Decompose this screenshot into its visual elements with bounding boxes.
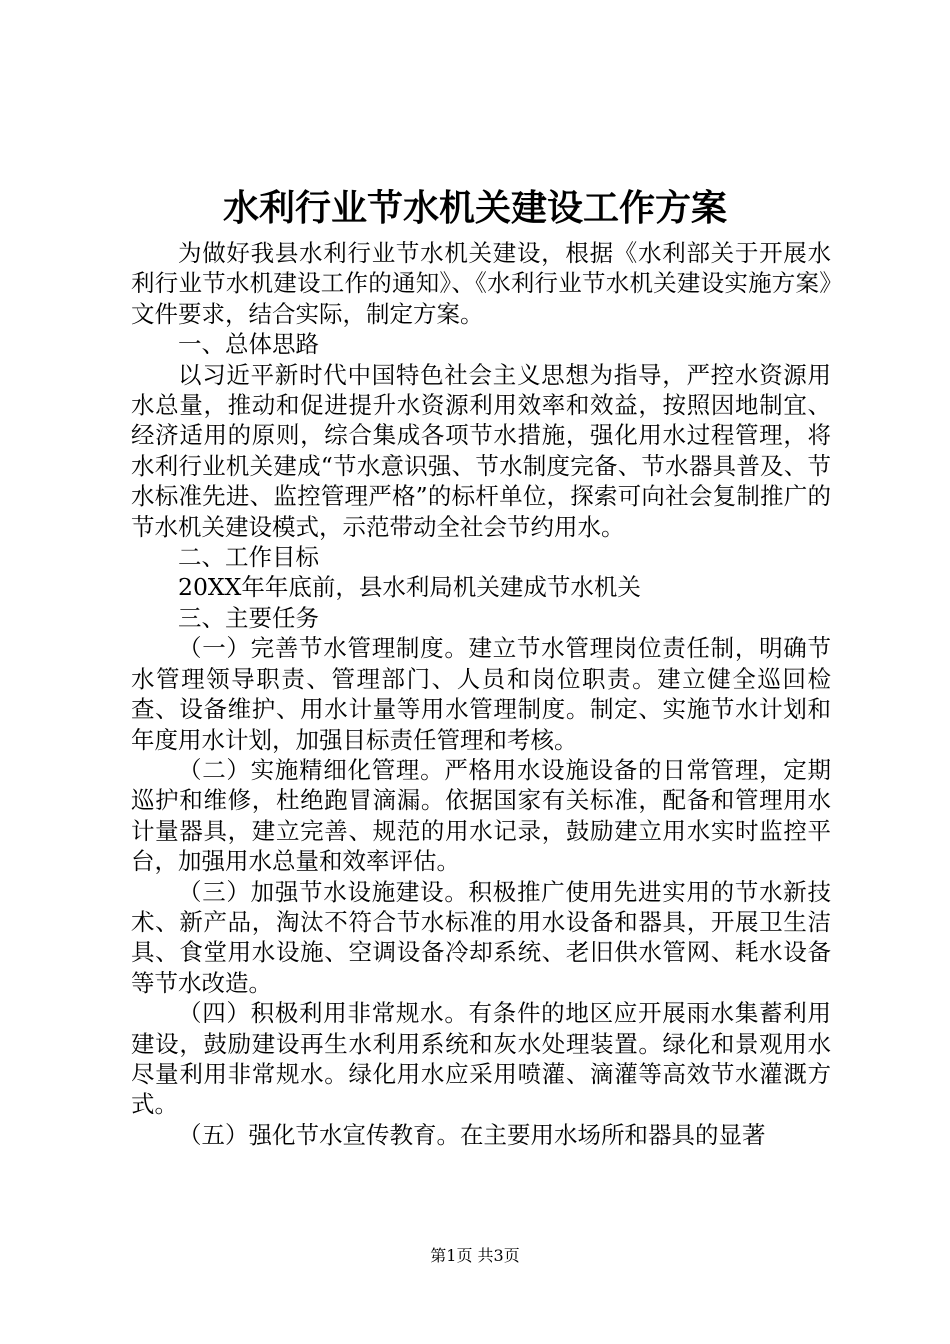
paragraph-task-3: （三）加强节水设施建设。积极推广使用先进实用的节水新技术、新产品，淘汰不符合节水标准的用水设备和器具，开展卫生洁具、食堂用水设施、空调设备冷却系统、老旧供水管网、耗水设备等节水改造。 (131, 877, 831, 997)
paragraph-overall-approach: 以习近平新时代中国特色社会主义思想为指导，严控水资源用水总量，推动和促进提升水资源利用效率和效益，按照因地制宜、经济适用的原则，综合集成各项节水措施，强化用水过程管理，将水利行业机关建成“节水意识强、节水制度完备、节水器具普及、节水标准先进、监控管理严格”的标杆单位，探索可向社会复制推广的节水机关建设模式，示范带动全社会节约用水。 (131, 360, 831, 541)
paragraph-task-5: （五）强化节水宣传教育。在主要用水场所和器具的显著 (178, 1120, 766, 1149)
section-heading-1: 一、总体思路 (178, 330, 319, 359)
document-title: 水利行业节水机关建设工作方案 (222, 187, 727, 229)
paragraph-intro: 为做好我县水利行业节水机关建设，根据《水利部关于开展水利行业节水机建设工作的通知》、《水利行业节水机关建设实施方案》文件要求，结合实际，制定方案。 (131, 239, 831, 328)
paragraph-task-4: （四）积极利用非常规水。有条件的地区应开展雨水集蓄利用建设，鼓励建设再生水利用系统和灰水处理装置。绿化和景观用水尽量利用非常规水。绿化用水应采用喷灌、滴灌等高效节水灌溉方式。 (131, 999, 831, 1119)
section-heading-2: 二、工作目标 (178, 543, 319, 572)
paragraph-task-2: （二）实施精细化管理。严格用水设施设备的日常管理，定期巡护和维修，杜绝跑冒滴漏。依据国家有关标准，配备和管理用水计量器具，建立完善、规范的用水记录，鼓励建立用水实时监控平台，加强用水总量和效率评估。 (131, 755, 831, 876)
paragraph-task-1: （一）完善节水管理制度。建立节水管理岗位责任制，明确节水管理领导职责、管理部门、人员和岗位职责。建立健全巡回检查、设备维护、用水计量等用水管理制度。制定、实施节水计划和年度用水计划，加强目标责任管理和考核。 (131, 634, 831, 754)
page-number-footer: 第1页 共3页 (430, 1246, 520, 1265)
paragraph-work-goal: 20XX年年底前，县水利局机关建成节水机关 (178, 573, 641, 602)
document-body (131, 238, 831, 1150)
section-heading-3: 三、主要任务 (178, 603, 319, 632)
